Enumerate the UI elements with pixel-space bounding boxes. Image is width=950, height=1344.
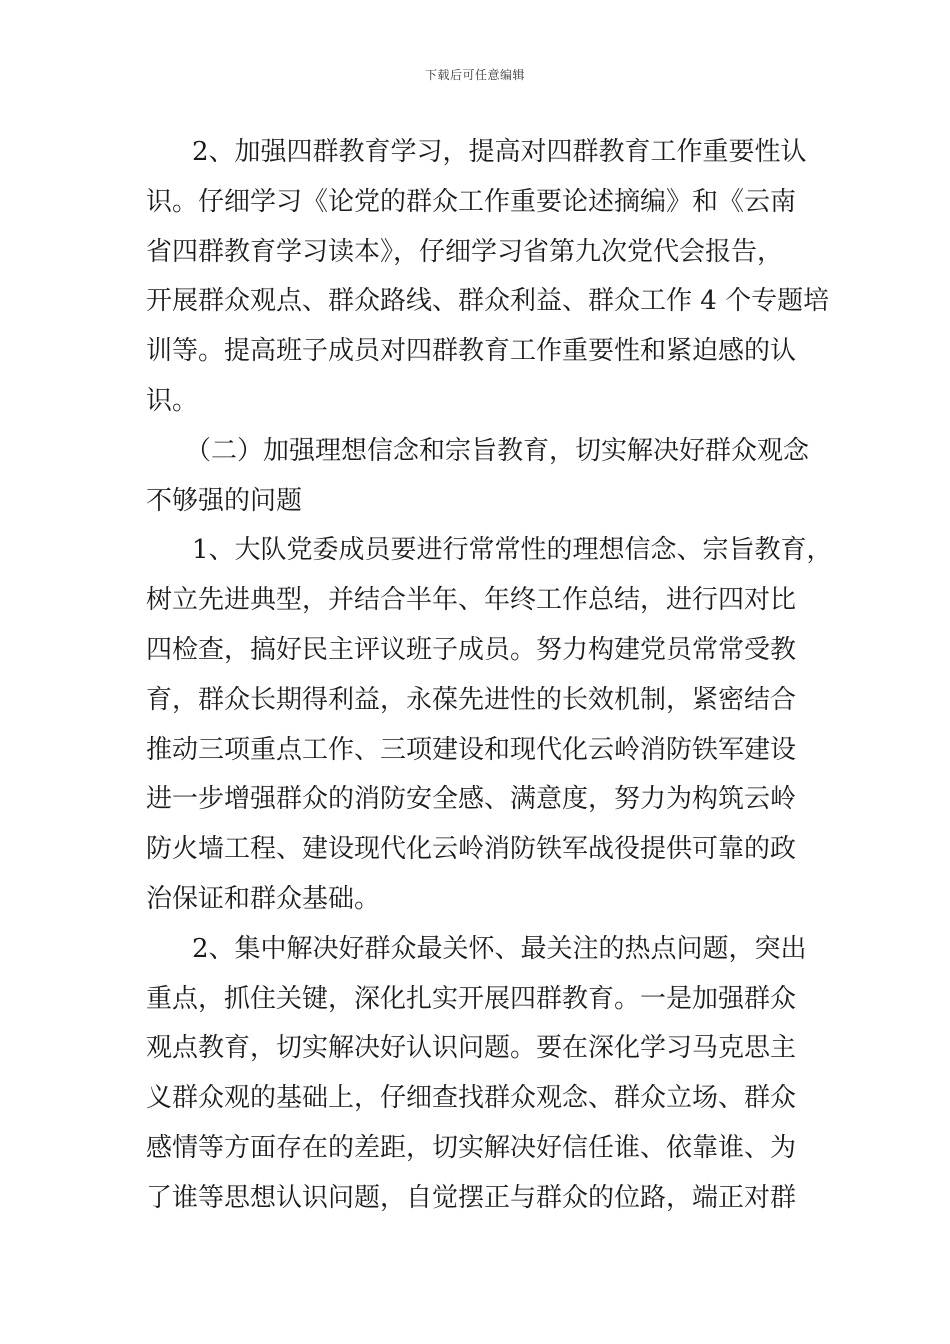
text-line: 推动三项重点工作、三项建设和现代化云岭消防铁军建设	[146, 734, 797, 765]
text-line: 了谁等思想认识问题，自觉摆正与群众的位路，端正对群	[146, 1182, 797, 1213]
text-line: 开展群众观点、群众路线、群众利益、群众工作 4 个专题培	[146, 286, 830, 317]
text-line: 进一步增强群众的消防安全感、满意度，努力为构筑云岭	[146, 784, 797, 815]
text-line: 感情等方面存在的差距，切实解决好信任谁、依靠谁、为	[146, 1133, 797, 1163]
text-line: 防火墙工程、建设现代化云岭消防铁军战役提供可靠的政	[146, 834, 797, 865]
text-line: 树立先进典型，并结合半年、年终工作总结，进行四对比	[146, 585, 797, 616]
text-line: 1、大队党委成员要进行常常性的理想信念、宗旨教育，	[166, 535, 833, 566]
text-line: 训等。提高班子成员对四群教育工作重要性和紧迫感的认	[146, 336, 797, 367]
text-line: 重点，抓住关键，深化扎实开展四群教育。一是加强群众	[146, 983, 797, 1014]
text-line: 观点教育，切实解决好认识问题。要在深化学习马克思主	[146, 1033, 797, 1064]
text-line: 识。仔细学习《论党的群众工作重要论述摘编》和《云南	[146, 186, 797, 217]
text-line: 育，群众长期得利益，永葆先进性的长效机制，紧密结合	[146, 684, 797, 715]
text-line: 2、集中解决好群众最关怀、最关注的热点问题，突出	[166, 933, 807, 964]
text-line: 义群众观的基础上，仔细查找群众观念、群众立场、群众	[146, 1083, 797, 1114]
text-line: 四检查，搞好民主评议班子成员。努力构建党员常常受教	[146, 635, 797, 665]
section-heading-line: （二）加强理想信念和宗旨教育，切实解决好群众观念	[172, 435, 810, 466]
text-line: 治保证和群众基础。	[146, 884, 381, 914]
page-header-note: 下载后可任意编辑	[424, 68, 525, 82]
text-line: 2、加强四群教育学习，提高对四群教育工作重要性认	[166, 137, 807, 167]
text-line: 识。	[146, 386, 199, 416]
text-line: 省四群教育学习读本》，仔细学习省第九次党代会报告，	[146, 236, 784, 267]
section-heading-line: 不够强的问题	[146, 485, 303, 516]
